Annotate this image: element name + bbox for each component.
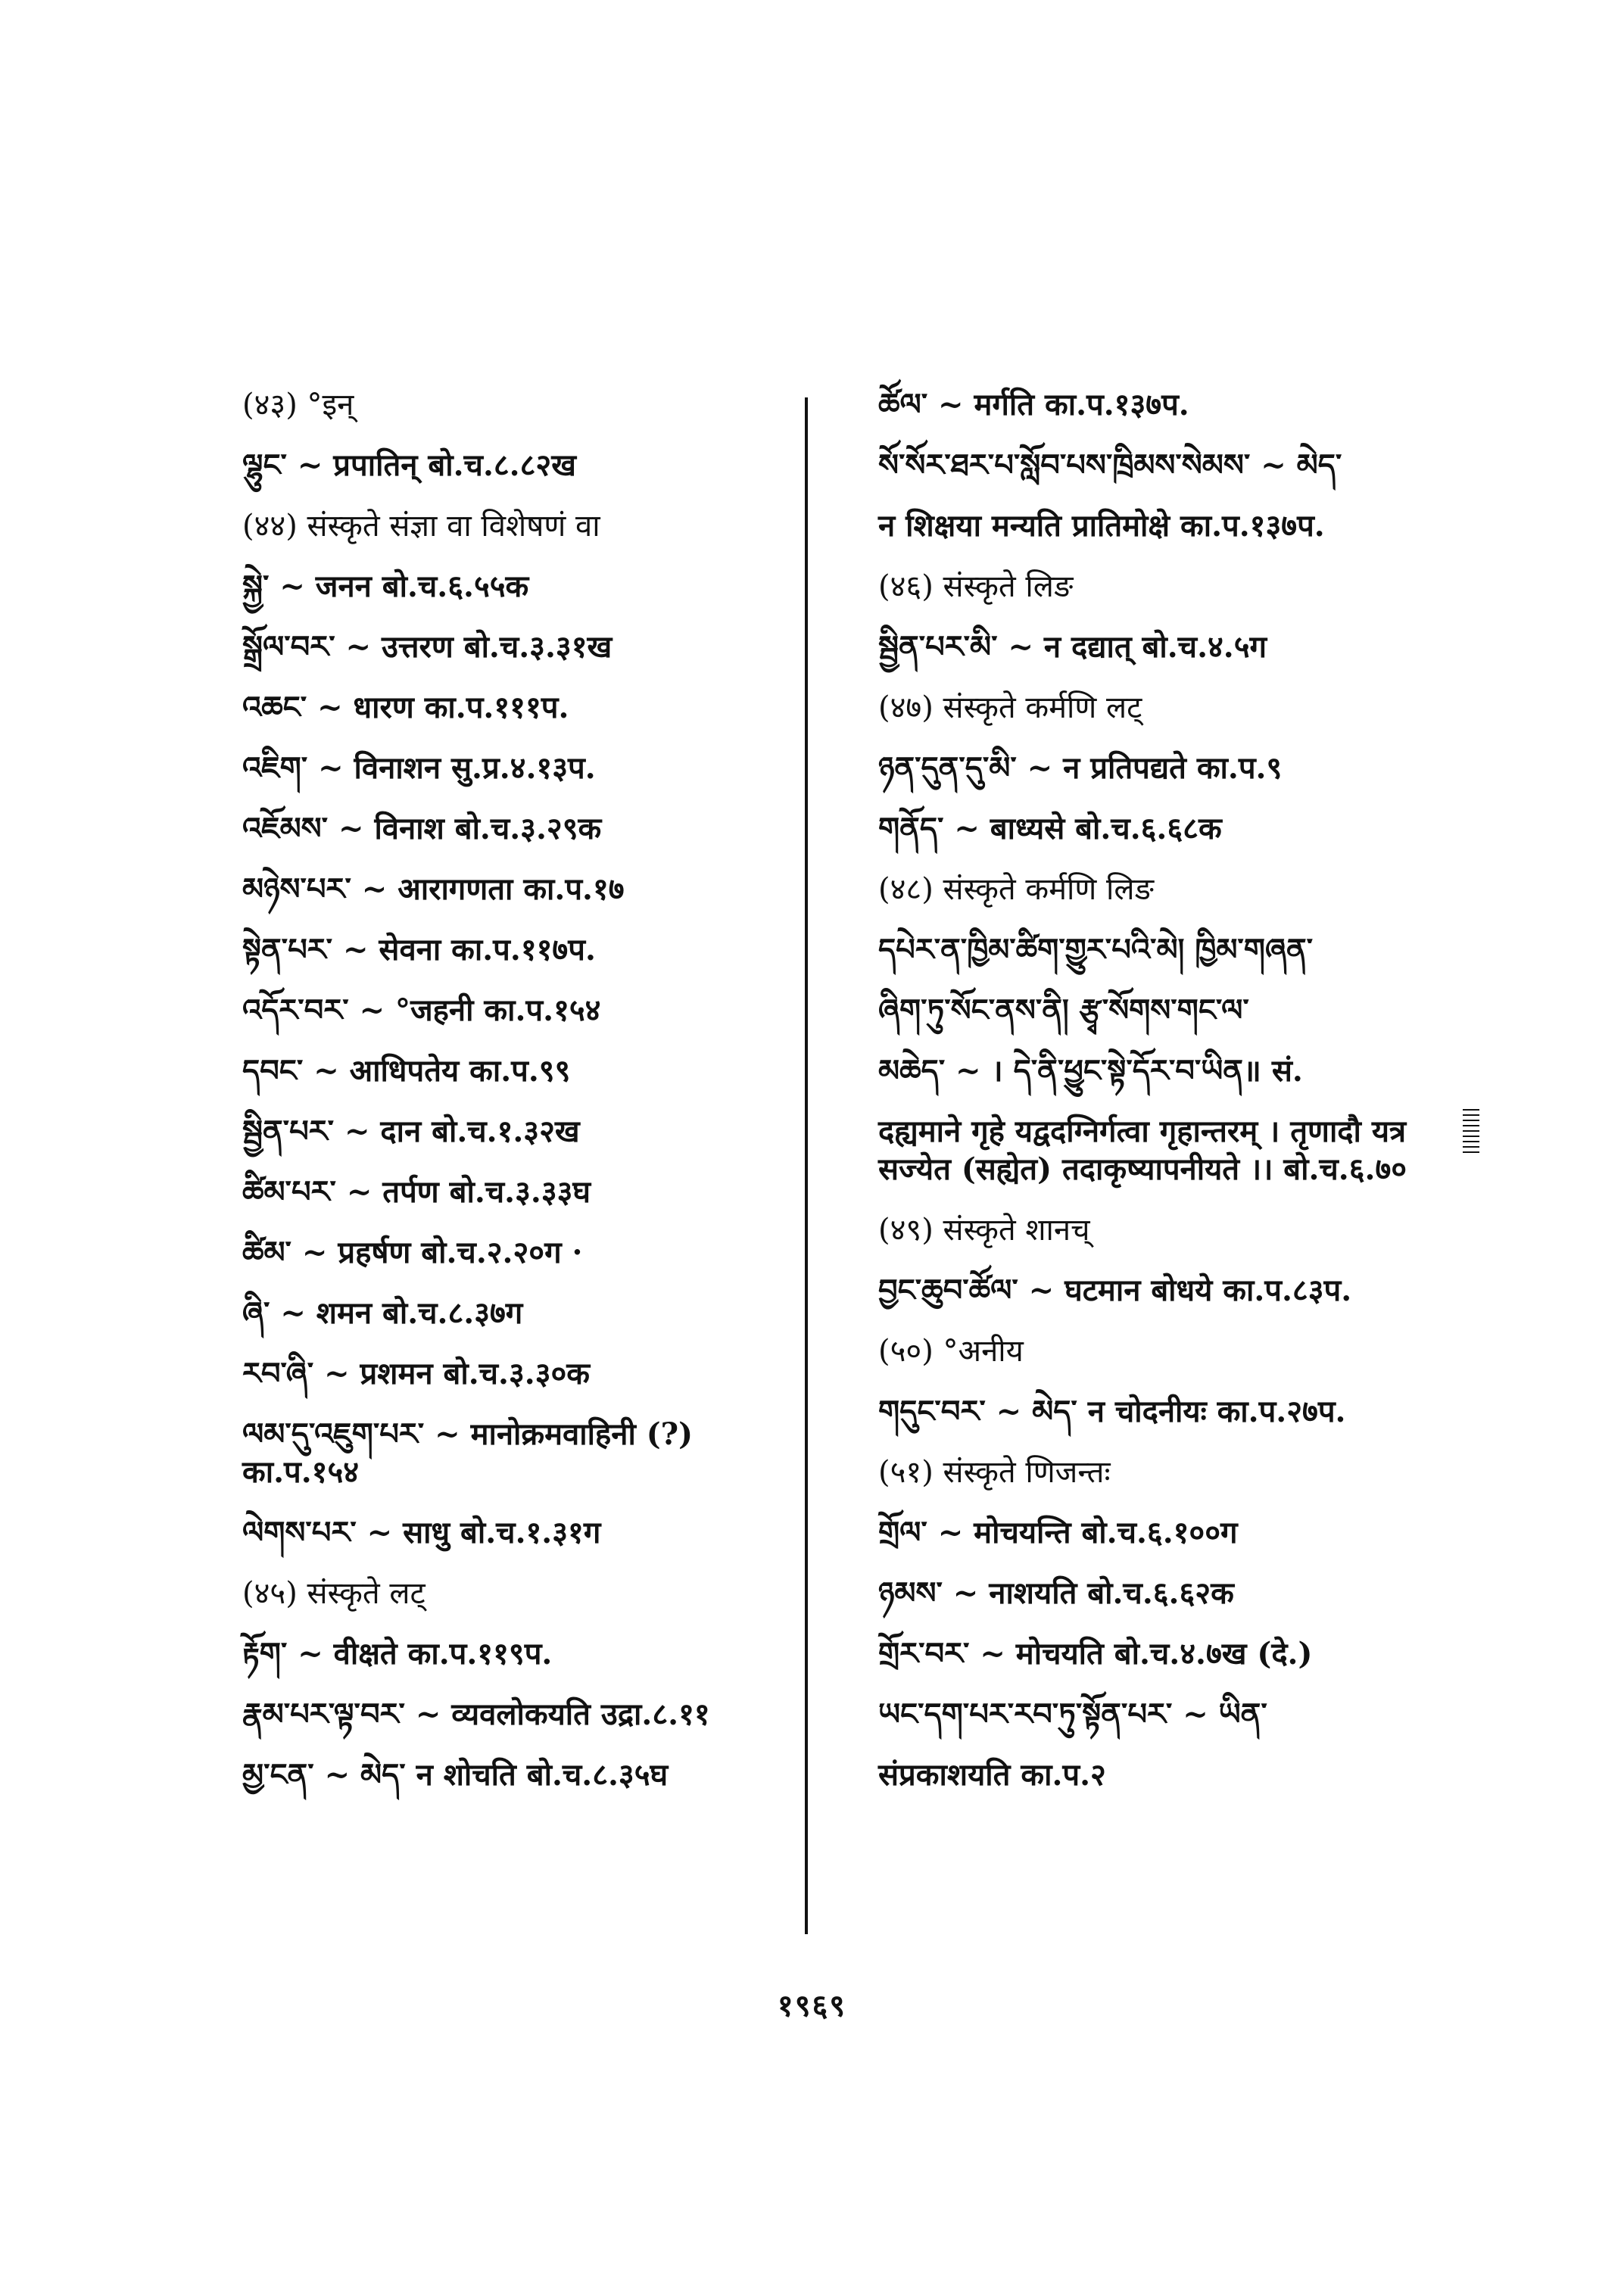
column-divider bbox=[805, 397, 808, 1934]
section-heading: (४७) संस्कृते कर्मणि लट् bbox=[878, 690, 1142, 725]
dictionary-entry: མྱ་ངན་ ~ མེད་ न शोचति बो.च.८.३५घ bbox=[242, 1757, 669, 1793]
dictionary-entry: ལྷུང་ ~ प्रपातिन् बो.च.८.८२ख bbox=[242, 447, 576, 483]
left-column bbox=[242, 386, 787, 1817]
right-column bbox=[878, 386, 1454, 1817]
dictionary-entry: གྲོལ་ ~ मोचयन्ति बो.च.६.१००ग bbox=[878, 1515, 1238, 1550]
dictionary-entry: ཉན་དུན་དུ་མི་ ~ न प्रतिपद्यते का.प.९ bbox=[878, 750, 1283, 786]
dictionary-entry: ཚིམ་པར་ ~ तर्पण बो.च.३.३३घ bbox=[242, 1174, 591, 1210]
dictionary-entry: दह्यमाने गृहे यद्वदग्निर्गत्वा गृहान्तरम् । तृणादौ यत्र सज्येत (सह्येत) तदाकृष्यापनीयते ।। बो.च.६.७० bbox=[878, 1114, 1407, 1187]
dictionary-entry: ལེགས་པར་ ~ साधु बो.च.१.३१ग bbox=[242, 1515, 601, 1550]
section-heading: (५१) संस्कृते णिजन्तः bbox=[878, 1455, 1111, 1490]
dictionary-entry: འདོར་བར་ ~ °जहनी का.प.१५४ bbox=[242, 992, 601, 1028]
dictionary-entry: ཞི་ ~ शमन बो.च.८.३७ग bbox=[242, 1295, 523, 1331]
page-number: १९६९ bbox=[777, 1988, 847, 2024]
dictionary-entry: དབང་ ~ आधिपतेय का.प.९९ bbox=[242, 1053, 571, 1089]
dictionary-entry: སྦྱིན་པར་མི་ ~ न दद्यात् बो.च.४.५ग bbox=[878, 629, 1267, 665]
section-heading: (४८) संस्कृते कर्मणि लिङ bbox=[878, 872, 1154, 907]
margin-mark bbox=[1463, 1109, 1479, 1154]
dictionary-entry: संप्रकाशयति का.प.२ bbox=[878, 1757, 1106, 1793]
dictionary-entry: ཉམས་ ~ नाशयति बो.च.६.६२क bbox=[878, 1575, 1234, 1611]
dictionary-entry: འཇིག་ ~ विनाशन सु.प्र.४.१३प. bbox=[242, 750, 596, 786]
section-heading: (४६) संस्कृते लिङ bbox=[878, 569, 1074, 604]
section-heading: (४३) °इन् bbox=[242, 388, 354, 422]
dictionary-entry: སྒྲོལ་བར་ ~ उत्तरण बो.च.३.३१ख bbox=[242, 629, 613, 665]
dictionary-entry: ལམ་དུ་འཇུག་པར་ ~ मानोक्रमवाहिनी (?) का.प.१५४ bbox=[242, 1416, 694, 1490]
dictionary-entry: རབ་ཞི་ ~ प्रशमन बो.च.३.३०क bbox=[242, 1356, 591, 1391]
dictionary-entry: ཚིམ་ ~ प्रहर्षण बो.च.२.२०ग · bbox=[242, 1235, 583, 1270]
dictionary-entry: ཚོལ་ ~ मर्गति का.प.१३७प. bbox=[878, 387, 1189, 422]
dictionary-entry: འཇོམས་ ~ विनाश बो.च.३.२९क bbox=[242, 811, 602, 846]
dictionary-entry: སྦྱིན་པར་ ~ दान बो.च.१.३२ख bbox=[242, 1114, 580, 1149]
dictionary-entry: ཞིག་ཏུ་སོང་ནས་ནི། རྩྭ་སོགས་གང་ལ་ bbox=[878, 992, 1249, 1028]
dictionary-entry: མཉེས་པར་ ~ आरागणता का.प.१७ bbox=[242, 871, 625, 907]
dictionary-entry: न शिक्षया मन्यति प्रातिमोक्षे का.प.१३७प. bbox=[878, 508, 1325, 544]
dictionary-entry: གནོད་ ~ बाध्यसे बो.च.६.६८क bbox=[878, 811, 1222, 846]
dictionary-entry: དཔེར་ན་ཁྱིམ་ཚིག་གྱུར་པའི་མེ། ཁྱིམ་གཞན་ bbox=[878, 932, 1314, 967]
dictionary-entry: བྱང་ཆུབ་ཚོལ་ ~ घटमान बोधये का.प.८३प. bbox=[878, 1273, 1352, 1308]
dictionary-entry: ཡང་དག་པར་རབ་ཏུ་སྟོན་པར་ ~ ཡིན་ bbox=[878, 1696, 1267, 1732]
section-heading: (५०) °अनीय bbox=[878, 1334, 1024, 1369]
dictionary-entry: སྐྱེ་ ~ जनन बो.च.६.५५क bbox=[242, 569, 529, 604]
section-heading: (४४) संस्कृते संज्ञा वा विशेषणं वा bbox=[242, 509, 600, 544]
dictionary-entry: རྣམ་པར་ལྟ་བར་ ~ व्यवलोकयति उद्रा.८.११ bbox=[242, 1696, 710, 1732]
section-heading: (४५) संस्कृते लट् bbox=[242, 1576, 425, 1611]
dictionary-entry: སོ་སོར་ཐར་པ་སློབ་པས་ཁྲིམས་སེམས་ ~ མེད་ bbox=[878, 447, 1342, 483]
section-heading: (४९) संस्कृते शानच् bbox=[878, 1213, 1090, 1248]
dictionary-entry: རྟོག་ ~ वीक्षते का.प.११९प. bbox=[242, 1636, 553, 1671]
dictionary-entry: གདུང་བར་ ~ མེད་ न चोदनीयः का.प.२७प. bbox=[878, 1394, 1346, 1429]
dictionary-entry: སྟེན་པར་ ~ सेवना का.प.११७प. bbox=[242, 932, 596, 967]
dictionary-entry: གྲོར་བར་ ~ मोचयति बो.च.४.७ख (दे.) bbox=[878, 1636, 1313, 1671]
dictionary-entry: འཆང་ ~ धारण का.प.१११प. bbox=[242, 690, 569, 725]
dictionary-entry: མཆེད་ ~ । དེ་ནི་ཕྱུང་སྟེ་དོར་བ་ཡིན॥ सं. bbox=[878, 1053, 1303, 1089]
